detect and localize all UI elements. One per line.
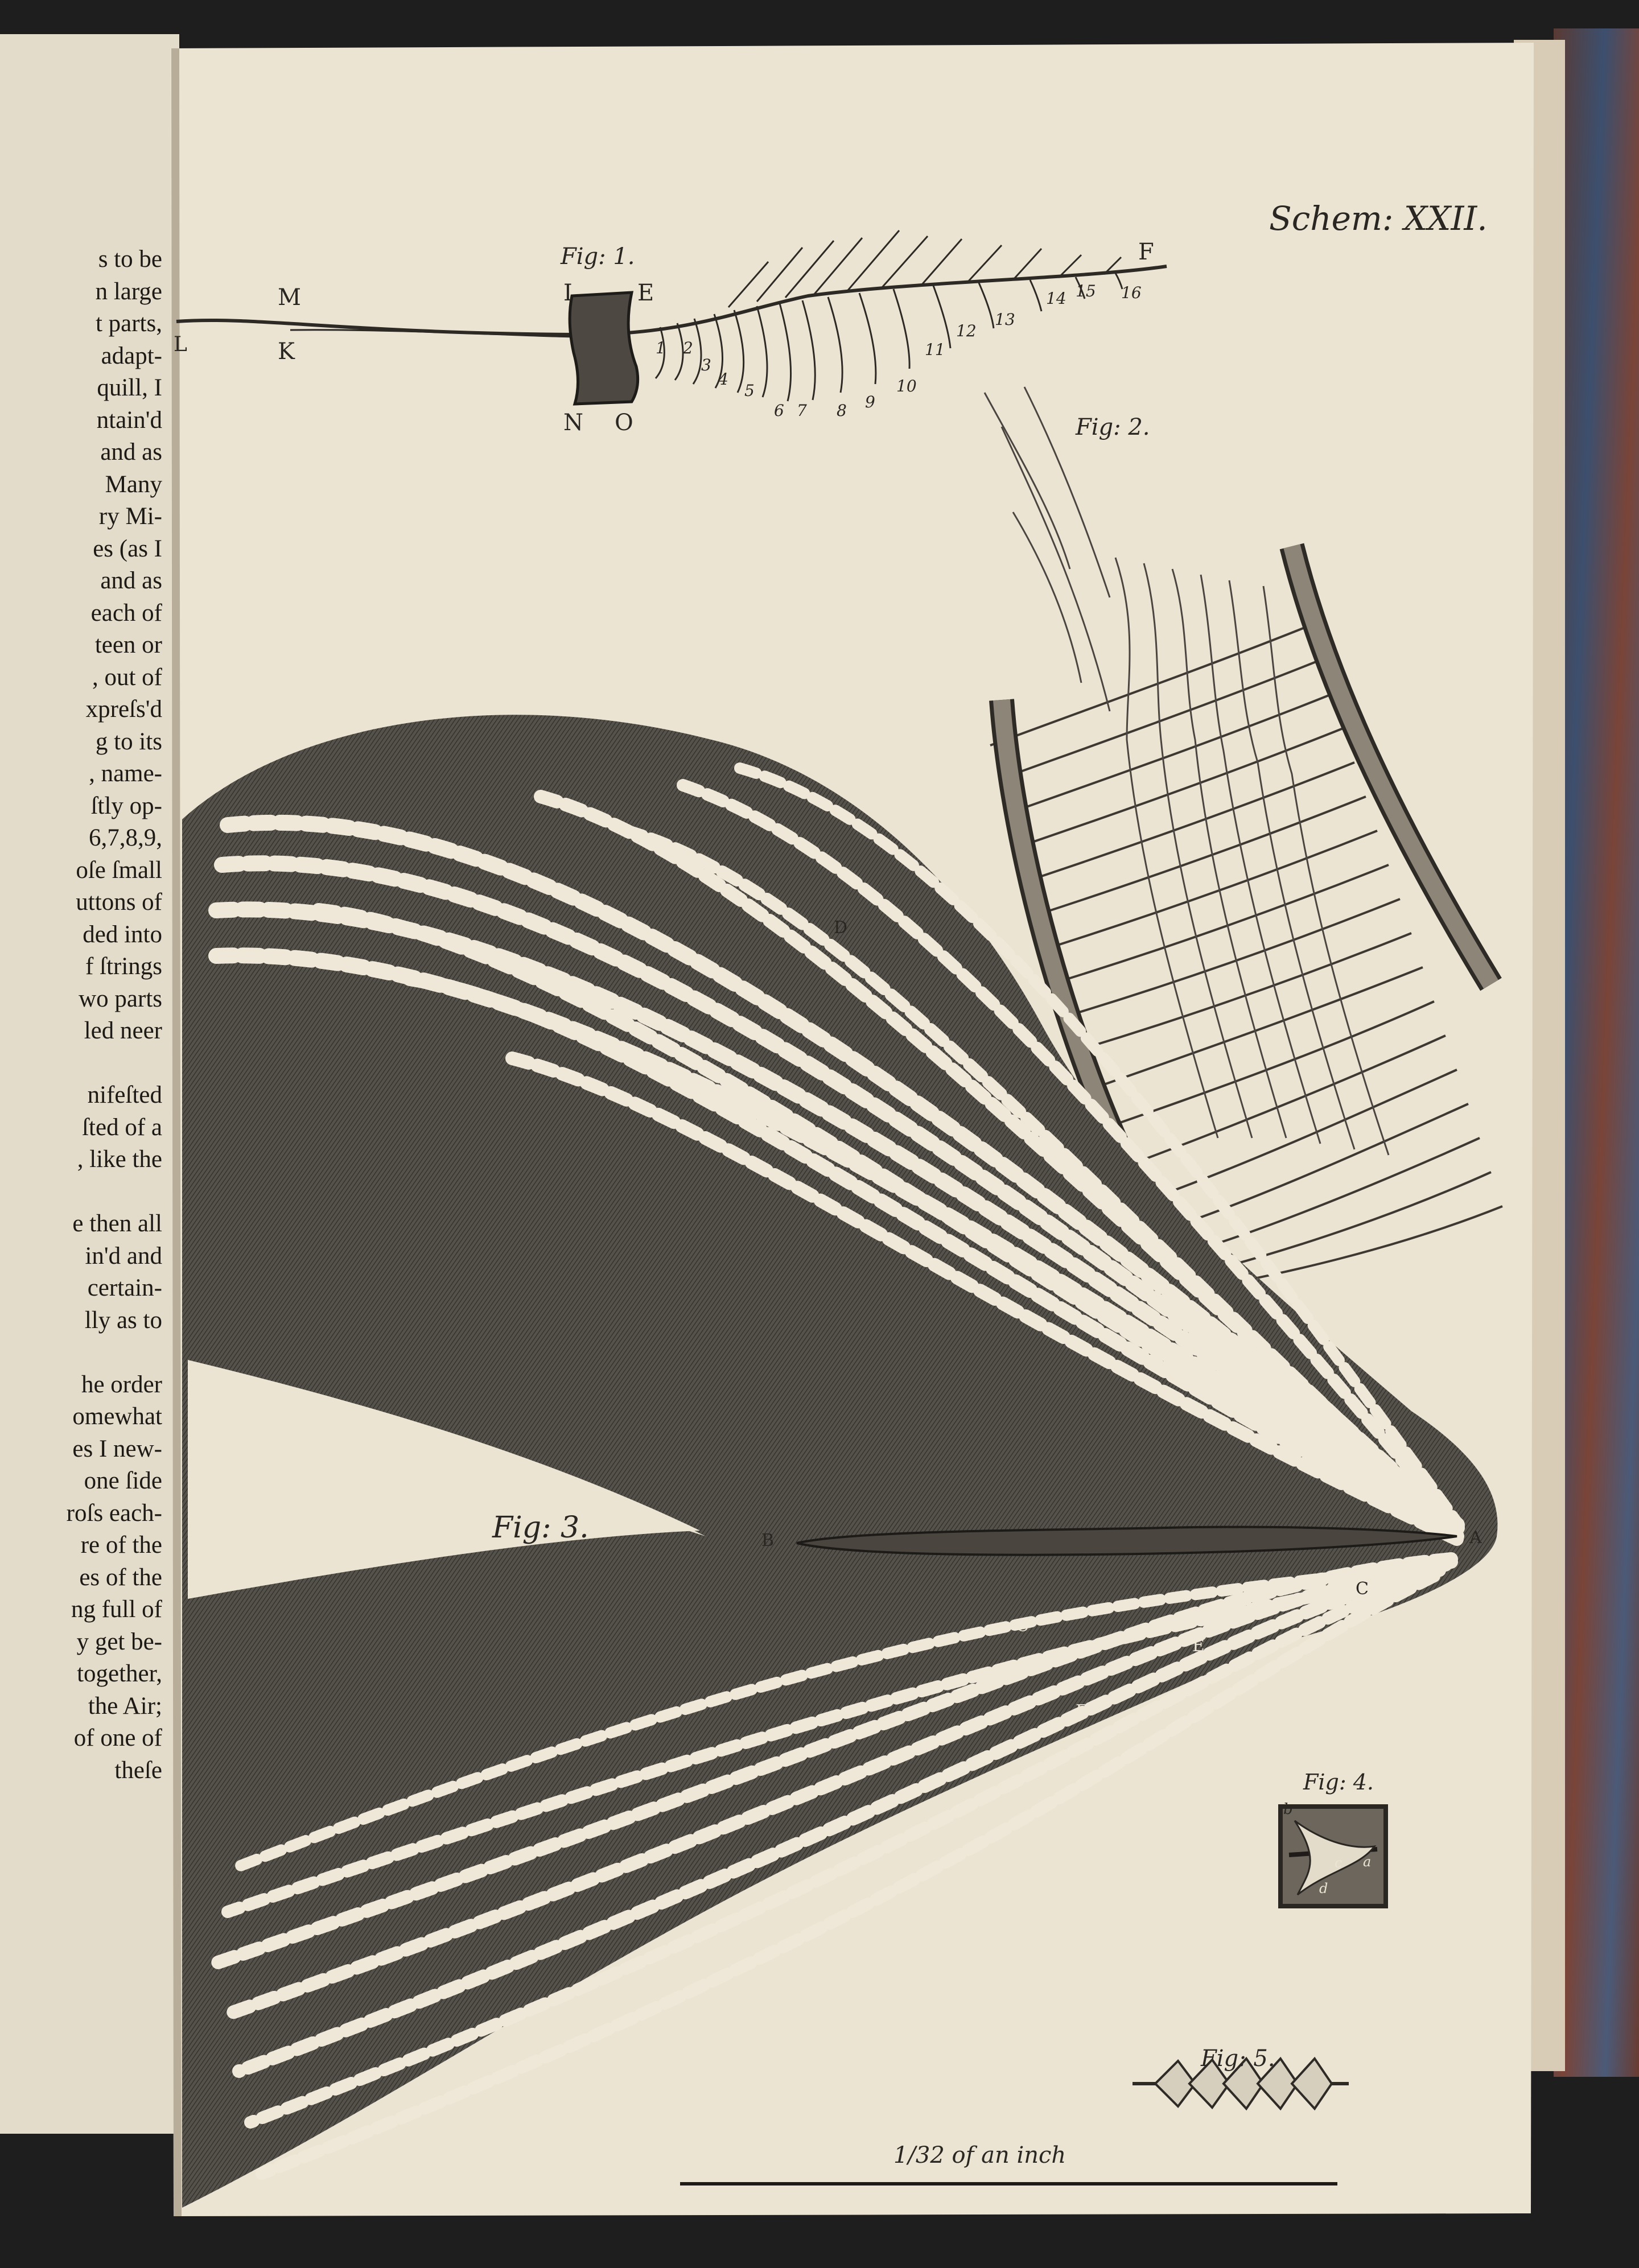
fig3-letter-e2: E — [1076, 1701, 1088, 1721]
left-page-line: omewhat — [72, 1403, 162, 1430]
fig4-label: Fig: 4. — [1303, 1770, 1374, 1795]
fig3-label: Fig: 3. — [492, 1511, 589, 1545]
fig2-label: Fig: 2. — [1076, 414, 1150, 440]
fig1-letter-m: M — [278, 284, 301, 311]
fig4-letter-c: c — [1335, 1855, 1343, 1871]
left-page-line: n large — [95, 278, 162, 305]
left-page-line: , name- — [89, 760, 162, 787]
fig1-number-5: 5 — [744, 381, 755, 400]
fig1-letter-n: N — [563, 410, 583, 436]
marbled-cover — [1554, 28, 1639, 2077]
fig1-label: Fig: 1. — [561, 244, 635, 270]
left-page-line: the Air; — [88, 1692, 162, 1719]
fig3-letter-c1: C — [1321, 1425, 1335, 1445]
fig3-letter-a: A — [1469, 1528, 1482, 1548]
left-page-line: e then all — [72, 1210, 162, 1237]
fig4-letter-b: b — [1283, 1801, 1293, 1818]
fig1-number-14: 14 — [1046, 289, 1066, 308]
left-page-line: f ſtrings — [85, 953, 162, 980]
left-page-line: uttons of — [76, 889, 162, 916]
left-page-line: , like the — [77, 1146, 162, 1173]
fig3-letter-e1: E — [1192, 1636, 1205, 1656]
left-page-line: y get be- — [76, 1628, 162, 1655]
fig1-number-3: 3 — [701, 356, 711, 374]
fig1-number-6: 6 — [774, 401, 784, 420]
left-page-line: ntain'd — [96, 406, 162, 434]
left-page-line: and as — [100, 567, 162, 594]
gutter-shadow — [175, 48, 178, 2216]
fig3-letter-b: B — [761, 1531, 775, 1551]
left-page-line: led neer — [84, 1017, 162, 1044]
left-page-line: of one of — [73, 1725, 162, 1751]
plate-title: Schem: XXII. — [1269, 199, 1488, 238]
left-page-line: wo parts — [79, 985, 162, 1012]
fig1-letter-k: K — [278, 339, 295, 365]
fig1-quill-section — [570, 292, 638, 404]
left-page-line: es (as I — [93, 535, 162, 562]
fig1-letter-i: I — [563, 280, 573, 306]
left-page-line: ſtly op- — [90, 792, 162, 819]
fig3-letter-c3: C — [1016, 1616, 1029, 1636]
scale-label: 1/32 of an inch — [893, 2142, 1066, 2168]
fig1-number-1: 1 — [656, 339, 666, 357]
left-page-line: roſs each- — [66, 1499, 162, 1527]
fig1-number-15: 15 — [1076, 282, 1096, 300]
left-page-line: and as — [100, 439, 162, 465]
fig1-number-2: 2 — [683, 339, 693, 357]
left-page-line: t parts, — [95, 310, 162, 337]
fig5-label: Fig: 5. — [1201, 2046, 1275, 2072]
fig1-number-12: 12 — [956, 321, 977, 340]
left-page-line: ng full of — [71, 1596, 162, 1623]
fig4-letter-d: d — [1319, 1881, 1328, 1896]
fig1-number-13: 13 — [995, 310, 1015, 329]
left-page-line: adapt- — [101, 342, 162, 369]
left-page-line: oſe ſmall — [76, 856, 162, 884]
left-page-line: g to its — [95, 728, 162, 755]
fig1-letter-o: O — [615, 410, 633, 436]
left-page-line: together, — [77, 1660, 162, 1687]
left-page-line: , out of — [92, 663, 162, 691]
fig1-number-11: 11 — [925, 340, 945, 359]
left-page-line: nifeſted — [87, 1082, 162, 1108]
fig1-letter-l: L — [174, 333, 187, 356]
fig3-letter-d: D — [834, 918, 848, 938]
left-page-line: s to be — [98, 246, 162, 273]
fig3-letter-c2: C — [1356, 1579, 1369, 1599]
left-page-line: es of the — [79, 1564, 162, 1591]
left-page-line: in'd and — [85, 1242, 162, 1269]
left-page-line: teen or — [94, 632, 162, 658]
left-page-line: Many — [105, 471, 162, 498]
left-page-line: ded into — [83, 921, 162, 948]
fig1-number-7: 7 — [797, 401, 807, 420]
left-page-line: ry Mi- — [98, 503, 162, 530]
left-page-line: he order — [81, 1371, 162, 1398]
fig1-number-4: 4 — [718, 370, 728, 389]
fig1-number-16: 16 — [1121, 283, 1142, 302]
fig4-letter-a: a — [1363, 1854, 1372, 1870]
fig1-letter-f: F — [1138, 239, 1154, 265]
fig1-number-10: 10 — [896, 377, 917, 395]
left-page-line: certain- — [87, 1275, 162, 1301]
left-page-line: one ſide — [84, 1467, 162, 1494]
fig1-number-8: 8 — [837, 401, 847, 420]
left-page-line: re of the — [80, 1532, 162, 1558]
left-page-line: 6,7,8,9, — [89, 824, 162, 851]
left-page-line: theſe — [114, 1756, 162, 1784]
left-page-line: ſted of a — [82, 1114, 162, 1141]
left-page-line: xpreſs'd — [85, 696, 162, 723]
left-page-line: quill, I — [97, 374, 162, 401]
left-page-line: lly as to — [84, 1306, 162, 1334]
fig1-number-9: 9 — [865, 393, 875, 411]
left-page-line: es I new- — [72, 1435, 162, 1462]
fig1-letter-e: E — [637, 280, 654, 306]
left-page-text — [0, 0, 171, 2268]
left-page-line: each of — [90, 599, 162, 626]
